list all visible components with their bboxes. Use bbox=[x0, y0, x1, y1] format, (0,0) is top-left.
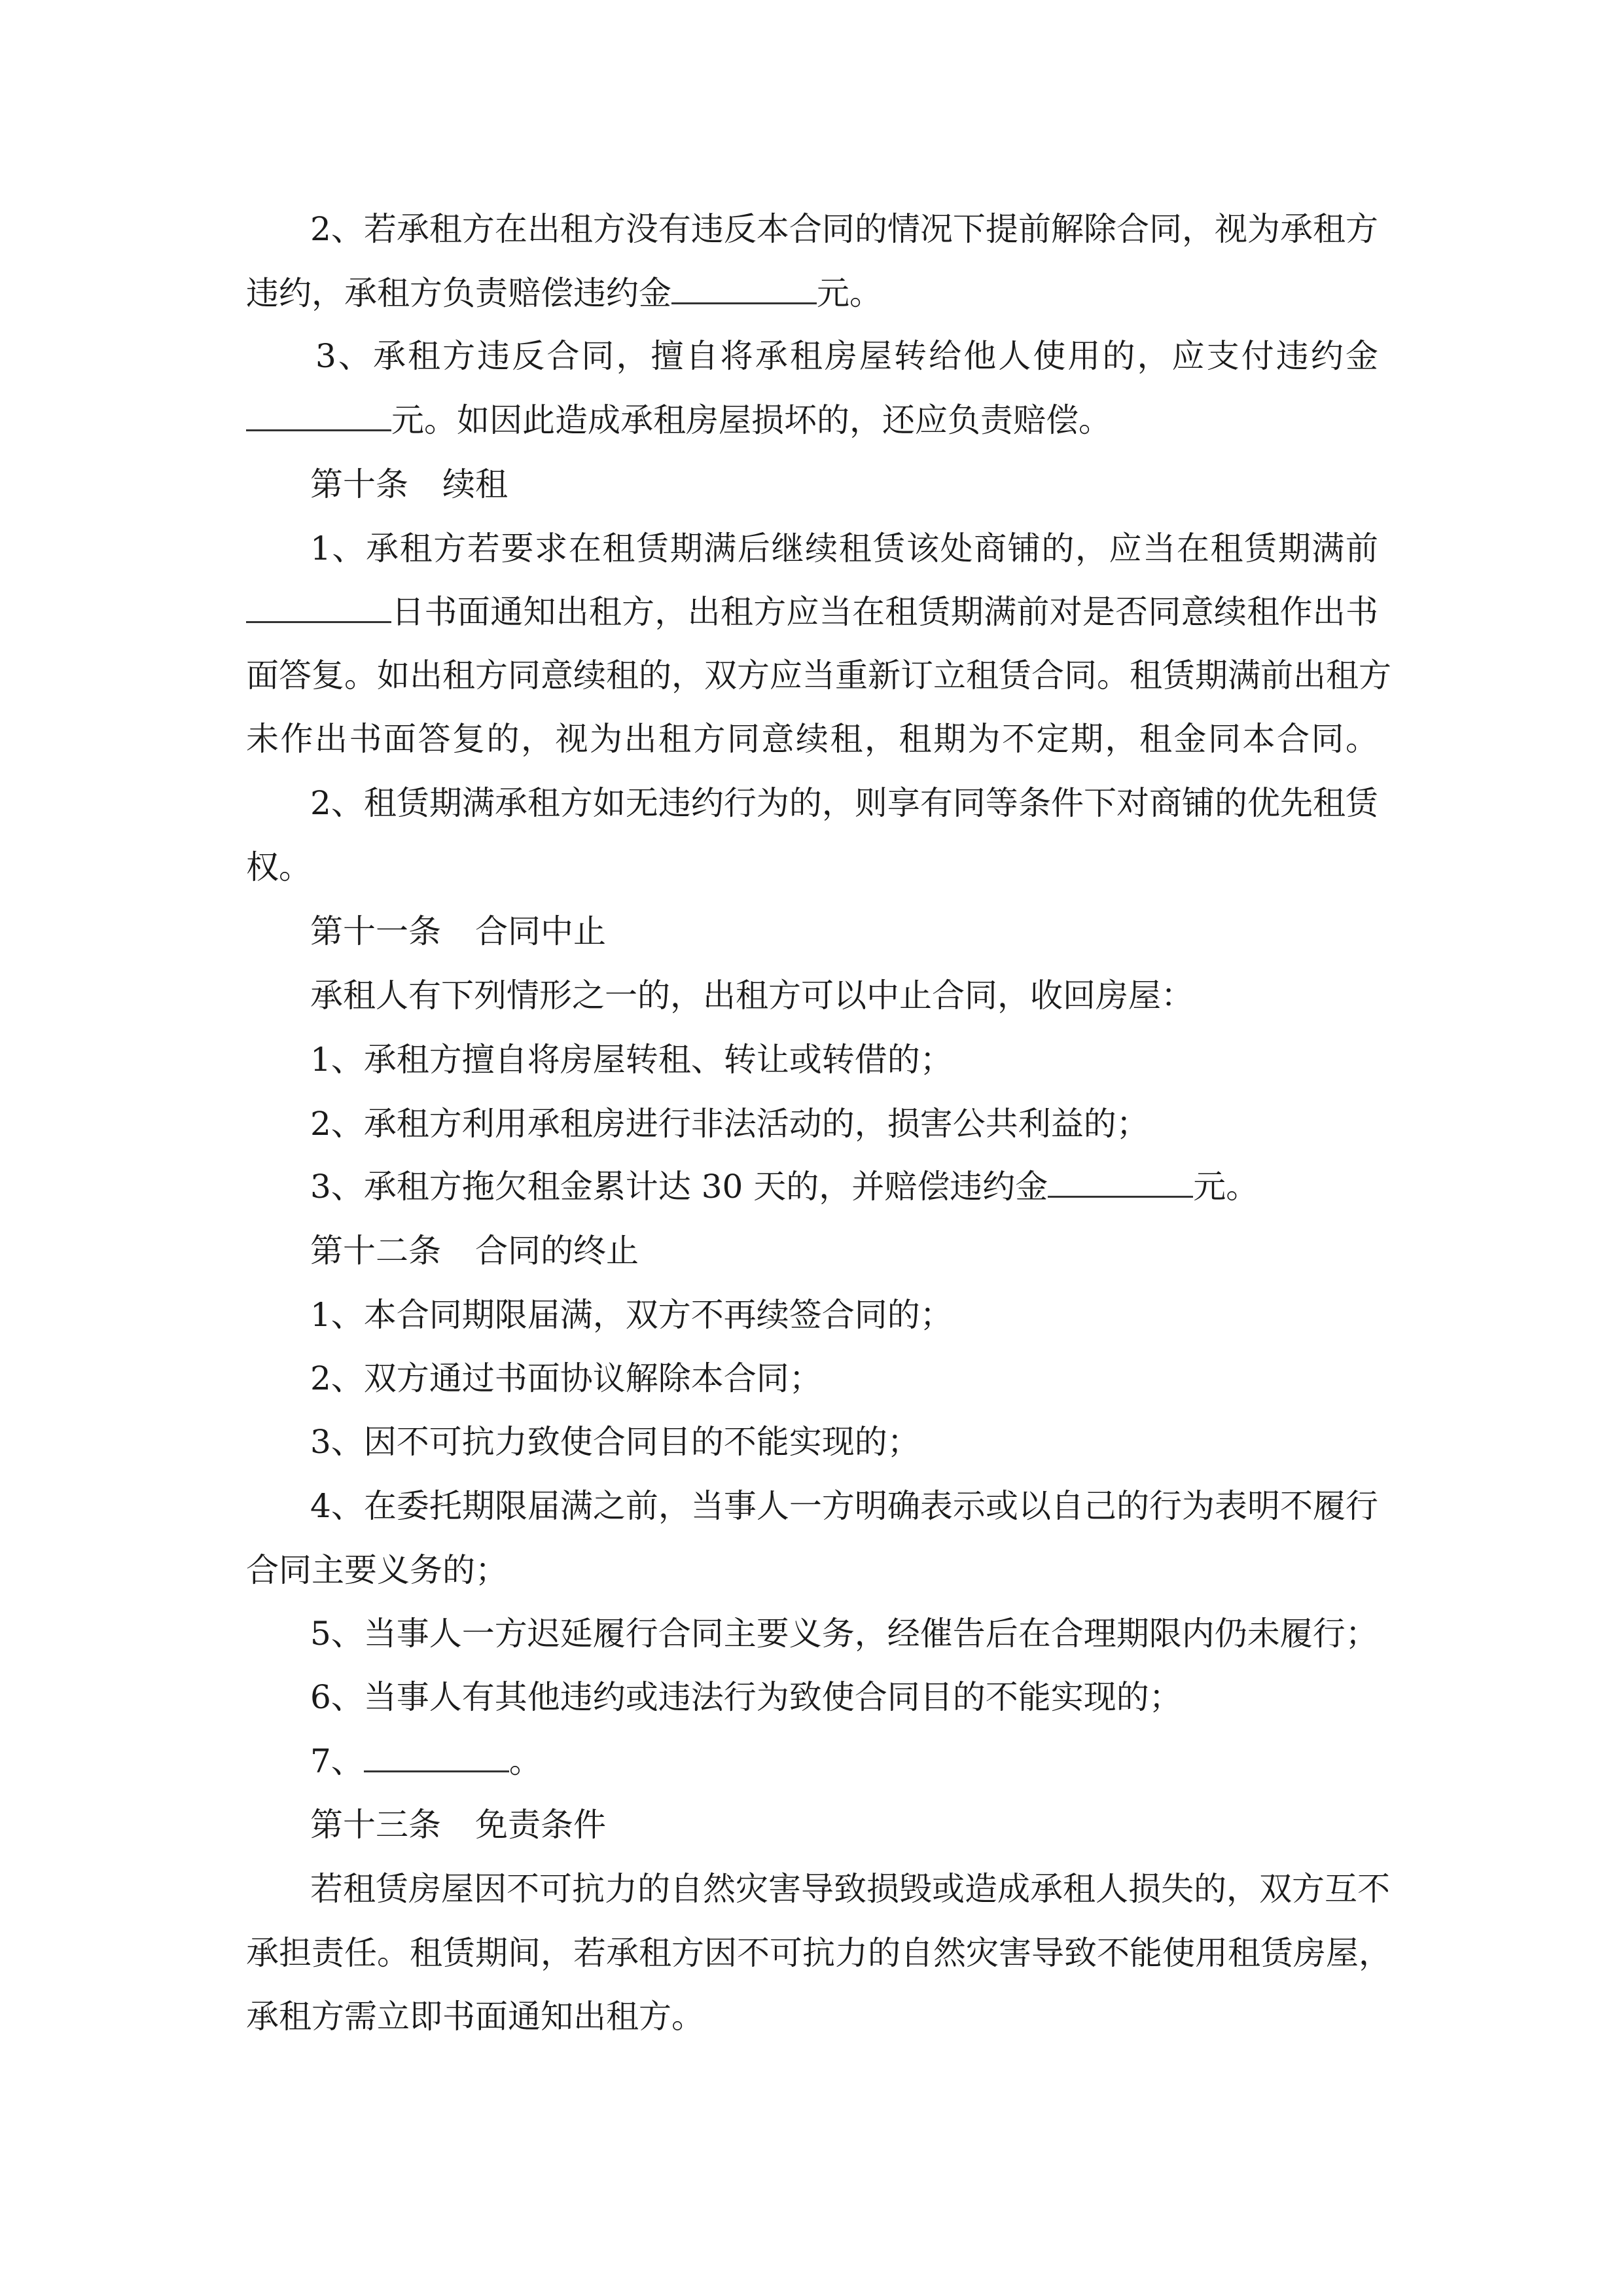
fill-blank-notice-days bbox=[246, 595, 391, 623]
art12-item1: 1、本合同期限届满，双方不再续签合同的； bbox=[310, 1296, 953, 1334]
art12-item4-line1: 4、在委托期限届满之前，当事人一方明确表示或以自己的行为表明不履行 bbox=[310, 1487, 1378, 1525]
art9-clause3-line1: 3、承租方违反合同，擅自将承租房屋转给他人使用的，应支付违约金 bbox=[315, 337, 1378, 375]
art12-item6: 6、当事人有其他违约或违法行为致使合同目的不能实现的； bbox=[310, 1678, 1182, 1716]
art9-clause2-unit: 元。 bbox=[817, 274, 882, 312]
art12-heading-number: 第十二条 bbox=[310, 1232, 441, 1270]
art9-clause3-line2 bbox=[246, 393, 1111, 448]
art11-heading-title: 合同中止 bbox=[475, 912, 606, 950]
art10-heading bbox=[310, 457, 508, 512]
art13-para-line2: 承担责任。租赁期间，若承租方因不可抗力的自然灾害导致不能使用租赁房屋， bbox=[246, 1934, 1391, 1972]
art13-heading-number: 第十三条 bbox=[310, 1806, 441, 1844]
art13-heading-title: 免责条件 bbox=[475, 1806, 606, 1844]
art11-item1: 1、承租方擅自将房屋转租、转让或转借的； bbox=[310, 1041, 953, 1079]
fill-blank-penalty-3 bbox=[1048, 1170, 1193, 1198]
art12-heading-title: 合同的终止 bbox=[475, 1232, 639, 1270]
art11-item3 bbox=[310, 1159, 1258, 1214]
art12-item7 bbox=[310, 1734, 542, 1789]
art11-item3-unit: 元。 bbox=[1193, 1168, 1259, 1206]
art10-clause1-line2 bbox=[246, 584, 1378, 639]
art11-item3-text: 3、承租方拖欠租金累计达 30 天的，并赔偿违约金 bbox=[310, 1168, 1048, 1206]
art10-clause2-line1: 2、租赁期满承租方如无违约行为的，则享有同等条件下对商铺的优先租赁 bbox=[310, 784, 1378, 822]
fill-blank-other-condition bbox=[364, 1744, 509, 1772]
art11-item2: 2、承租方利用承租房进行非法活动的，损害公共利益的； bbox=[310, 1105, 1149, 1143]
art11-heading-number: 第十一条 bbox=[310, 912, 441, 950]
art13-para-line1: 若租赁房屋因不可抗力的自然灾害导致损毁或造成承租人损失的，双方互不 bbox=[310, 1870, 1390, 1908]
fill-blank-penalty-2 bbox=[246, 403, 391, 431]
art9-clause2-text: 违约，承租方负责赔偿违约金 bbox=[246, 274, 671, 312]
art12-item3: 3、因不可抗力致使合同目的不能实现的； bbox=[310, 1423, 920, 1461]
art10-heading-title: 续租 bbox=[442, 465, 508, 503]
art12-item2: 2、双方通过书面协议解除本合同； bbox=[310, 1359, 822, 1397]
art12-item5: 5、当事人一方迟延履行合同主要义务，经催告后在合理期限内仍未履行； bbox=[310, 1615, 1378, 1653]
art12-item7-end: 。 bbox=[508, 1742, 542, 1780]
art10-clause1-line1: 1、承租方若要求在租赁期满后继续租赁该处商铺的，应当在租赁期满前 bbox=[310, 529, 1378, 567]
art10-clause2-line2: 权。 bbox=[246, 848, 312, 886]
art12-item7-number: 7、 bbox=[310, 1742, 364, 1780]
art13-heading bbox=[310, 1797, 606, 1852]
art12-heading bbox=[310, 1223, 639, 1278]
art9-clause2-line1: 2、若承租方在出租方没有违反本合同的情况下提前解除合同，视为承租方 bbox=[310, 210, 1378, 248]
art10-clause1-line3: 面答复。如出租方同意续租的，双方应当重新订立租赁合同。租赁期满前出租方 bbox=[246, 656, 1391, 694]
art10-clause1-line2-text: 日书面通知出租方，出租方应当在租赁期满前对是否同意续租作出书 bbox=[391, 593, 1378, 631]
art10-clause1-line4: 未作出书面答复的，视为出租方同意续租，租期为不定期，租金同本合同。 bbox=[246, 720, 1378, 758]
fill-blank-penalty-1 bbox=[671, 276, 817, 304]
art12-item4-line2: 合同主要义务的； bbox=[246, 1551, 508, 1589]
art11-intro: 承租人有下列情形之一的，出租方可以中止合同，收回房屋： bbox=[310, 977, 1194, 1014]
art11-heading bbox=[310, 904, 606, 959]
art9-clause3-text: 元。如因此造成承租房屋损坏的，还应负责赔偿。 bbox=[391, 401, 1111, 439]
art9-clause2-line2 bbox=[246, 266, 882, 321]
art13-para-line3: 承租方需立即书面通知出租方。 bbox=[246, 1998, 704, 2036]
art10-heading-number: 第十条 bbox=[310, 465, 408, 503]
